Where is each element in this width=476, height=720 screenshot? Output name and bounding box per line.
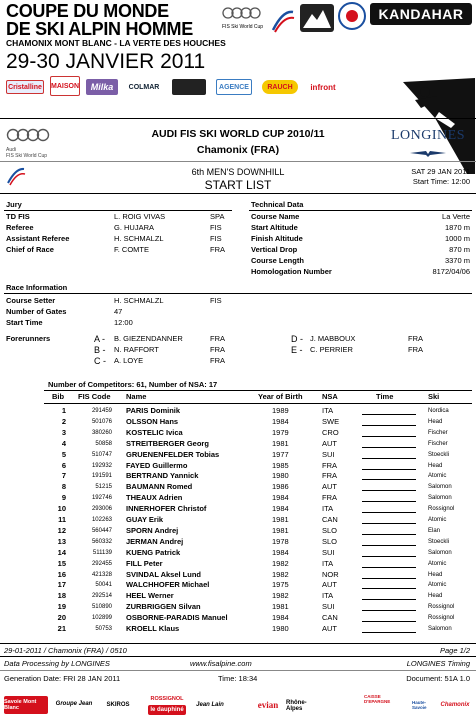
- sponsor-logo: Milka: [86, 79, 118, 95]
- cell-name: FAYED Guillermo: [126, 460, 188, 470]
- cell-ski: Head: [428, 593, 443, 600]
- cell-name: GUAY Erik: [126, 515, 164, 524]
- footer-reference: 29-01-2011 / Chamonix (FRA) / 0510: [4, 646, 127, 655]
- jury-role: Assistant Referee: [6, 234, 70, 243]
- time-entry-line: [362, 425, 416, 426]
- cell-bib: 5: [61, 449, 66, 459]
- time-entry-line: [362, 490, 416, 491]
- technical-value: 1000 m: [444, 234, 470, 243]
- technical-value: La Verte: [442, 212, 470, 221]
- cell-nsa: AUT: [322, 624, 337, 633]
- cell-nsa: SUI: [322, 547, 335, 557]
- technical-value: 8172/04/06: [432, 267, 470, 276]
- cell-ski: Salomon: [428, 626, 452, 632]
- cell-yob: 1979: [272, 427, 289, 437]
- cell-yob: 1981: [272, 602, 289, 612]
- cell-ski: Head: [428, 462, 443, 469]
- forerunner-nsa: FRA: [408, 334, 423, 343]
- time-entry-line: [362, 578, 416, 579]
- cell-bib: 19: [57, 602, 66, 612]
- cell-bib: 10: [57, 504, 66, 514]
- sponsor-logo: Groupe Jean: [55, 701, 93, 707]
- time-entry-line: [362, 479, 416, 480]
- jury-role: Chief of Race: [6, 245, 54, 254]
- cell-ski: Nordica: [428, 408, 449, 414]
- technical-value: 870 m: [449, 245, 470, 254]
- technical-label: Course Length: [251, 256, 304, 265]
- cell-yob: 1982: [272, 569, 289, 579]
- cell-nsa: CRO: [322, 427, 339, 437]
- cell-code: 102263: [91, 517, 112, 523]
- cell-ski: Head: [428, 571, 443, 578]
- cell-nsa: FRA: [322, 460, 337, 470]
- forerunner-name: J. MABBOUX: [310, 334, 356, 343]
- cell-code: 510890: [91, 604, 112, 611]
- audi-rings-icon: [222, 7, 262, 19]
- column-header-year-of-birth: Year of Birth: [258, 392, 303, 401]
- cell-yob: 1977: [272, 449, 289, 459]
- cell-ski: Stoeckli: [428, 538, 450, 545]
- race-info-value: H. SCHMALZL: [114, 296, 164, 305]
- competitors-summary: Number of Competitors: 61, Number of NSA: 17: [48, 380, 218, 389]
- cell-yob: 1984: [272, 504, 289, 514]
- longines-logo: LONGINES: [384, 128, 472, 162]
- cell-ski: Atomic: [428, 582, 447, 589]
- sponsor-logo: Haute-Savoie: [412, 700, 427, 710]
- cell-ski: Atomic: [428, 517, 447, 523]
- table-divider: [44, 390, 472, 391]
- cell-nsa: ITA: [322, 591, 334, 601]
- race-info-label: Course Setter: [6, 296, 56, 305]
- cell-code: 292455: [91, 560, 112, 567]
- cell-code: 50041: [95, 582, 112, 589]
- race-info-nsa: FIS: [210, 296, 222, 305]
- cell-yob: 1984: [272, 613, 289, 623]
- cell-nsa: SLO: [322, 536, 338, 546]
- cell-nsa: CAN: [322, 613, 338, 623]
- audi-fis-logo: Audi FIS Ski World Cup: [6, 128, 66, 159]
- cell-bib: 2: [61, 416, 66, 426]
- cell-code: 560447: [91, 527, 112, 534]
- race-info-divider: [4, 293, 472, 294]
- cell-bib: 15: [57, 558, 66, 568]
- cell-name: JERMAN Andrej: [126, 536, 184, 546]
- cell-ski: Salomon: [428, 495, 452, 502]
- cell-name: THEAUX Adrien: [126, 493, 183, 503]
- table-divider: [44, 403, 472, 404]
- technical-label: Finish Altitude: [251, 234, 303, 243]
- time-entry-line: [362, 534, 416, 535]
- cell-yob: 1984: [272, 416, 289, 426]
- chamonix-emblem-icon: [300, 4, 334, 32]
- cell-bib: 11: [58, 515, 66, 524]
- cell-code: 511139: [92, 549, 112, 556]
- race-start-time: Start Time: 12:00: [412, 177, 470, 186]
- cell-ski: Salomon: [428, 549, 452, 556]
- generation-time: Time: 18:34: [218, 674, 258, 683]
- cell-ski: Atomic: [428, 473, 447, 480]
- time-entry-line: [362, 458, 416, 459]
- forerunner-nsa: FRA: [210, 345, 225, 354]
- cell-yob: 1981: [272, 525, 289, 535]
- jury-title: Jury: [6, 200, 22, 209]
- cell-nsa: FRA: [322, 493, 337, 503]
- column-header-ski: Ski: [428, 392, 440, 401]
- sponsor-logo: SKIROS: [106, 702, 130, 708]
- website-link[interactable]: www.fisalpine.com: [190, 659, 252, 668]
- cell-code: 560332: [91, 538, 112, 545]
- cell-bib: 1: [61, 406, 66, 415]
- cell-code: 380260: [91, 429, 112, 436]
- race-info-title: Race Information: [6, 283, 68, 292]
- cell-name: GRUENENFELDER Tobias: [126, 449, 220, 459]
- cell-yob: 1984: [272, 547, 289, 557]
- cell-nsa: NOR: [322, 569, 339, 579]
- time-entry-line: [362, 599, 416, 600]
- cell-nsa: AUT: [322, 438, 337, 448]
- time-entry-line: [362, 567, 416, 568]
- cell-ski: Rossignol: [428, 506, 455, 513]
- jury-nsa: FIS: [210, 223, 222, 232]
- sponsor-logo: evian: [257, 700, 279, 710]
- fis-logo-icon: [270, 8, 296, 34]
- jury-name: H. SCHMALZL: [114, 234, 164, 243]
- time-entry-line: [362, 588, 416, 589]
- cell-ski: Atomic: [428, 560, 447, 567]
- list-title: START LIST: [204, 178, 272, 192]
- cell-name: KROELL Klaus: [126, 624, 180, 633]
- cell-code: 51215: [95, 484, 112, 491]
- cell-yob: 1985: [272, 460, 289, 470]
- cell-bib: 6: [61, 460, 66, 470]
- cell-nsa: AUT: [322, 482, 337, 492]
- forerunner-letter: A -: [94, 334, 106, 344]
- cell-code: 192932: [91, 462, 112, 469]
- cell-bib: 21: [57, 624, 66, 633]
- column-header-nsa: NSA: [322, 392, 338, 401]
- forerunner-letter: B -: [94, 345, 106, 355]
- race-info-value: 12:00: [114, 318, 133, 327]
- sponsor-logo: Jean Lain: [196, 702, 224, 708]
- cell-code: 421328: [91, 571, 112, 578]
- cell-name: KUENG Patrick: [126, 547, 181, 557]
- time-entry-line: [362, 556, 416, 557]
- cell-yob: 1978: [272, 536, 289, 546]
- cell-yob: 1982: [272, 558, 289, 568]
- cell-bib: 3: [61, 427, 66, 437]
- jury-nsa: SPA: [210, 212, 225, 221]
- time-entry-line: [362, 545, 416, 546]
- cell-bib: 7: [61, 471, 66, 481]
- race-city: Chamonix (FRA): [196, 144, 280, 156]
- cell-nsa: AUT: [322, 580, 337, 590]
- cell-yob: 1975: [272, 580, 289, 590]
- footer-divider: [0, 656, 476, 657]
- forerunner-name: C. PERRIER: [310, 345, 353, 354]
- race-info-label: Start Time: [6, 318, 43, 327]
- technical-label: Homologation Number: [251, 267, 332, 276]
- jury-nsa: FRA: [210, 245, 225, 254]
- race-date: SAT 29 JAN 2011: [411, 167, 470, 176]
- cell-code: 50753: [95, 626, 112, 632]
- cell-ski: Fischer: [428, 429, 448, 436]
- cell-name: FILL Peter: [126, 558, 163, 568]
- event-title: COUPE DU MONDE DE SKI ALPIN HOMME: [6, 1, 193, 39]
- forerunner-letter: E -: [291, 345, 303, 355]
- jury-name: L. ROIG VIVAS: [114, 212, 166, 221]
- cell-yob: 1989: [272, 406, 289, 415]
- forerunner-nsa: FRA: [210, 334, 225, 343]
- forerunner-name: N. RAFFORT: [114, 345, 159, 354]
- cell-bib: 14: [57, 547, 66, 557]
- cell-nsa: SUI: [322, 449, 335, 459]
- cell-bib: 13: [57, 536, 66, 546]
- cell-ski: Rossignol: [428, 615, 455, 622]
- cell-yob: 1984: [272, 493, 289, 503]
- cell-ski: Rossignol: [428, 604, 455, 611]
- cell-nsa: FRA: [322, 471, 337, 481]
- cell-name: HEEL Werner: [126, 591, 174, 601]
- forerunner-name: B. GIEZENDANNER: [114, 334, 183, 343]
- cell-ski: Fischer: [428, 440, 448, 447]
- forerunner-nsa: FRA: [210, 356, 225, 365]
- cell-bib: 16: [57, 569, 66, 579]
- jury-name: F. COMTE: [114, 245, 149, 254]
- cell-bib: 17: [57, 580, 66, 590]
- time-entry-line: [362, 621, 416, 622]
- technical-title: Technical Data: [251, 200, 304, 209]
- audi-logo: FIS Ski World Cup: [222, 6, 272, 36]
- time-entry-line: [362, 414, 416, 415]
- jury-role: TD FIS: [6, 212, 30, 221]
- cell-code: 192746: [91, 495, 112, 502]
- footer-divider: [0, 670, 476, 671]
- time-entry-line: [362, 632, 416, 633]
- header-divider: [0, 161, 476, 162]
- race-name: 6th MEN'S DOWNHILL: [191, 167, 285, 177]
- cell-yob: 1982: [272, 591, 289, 601]
- jury-role: Referee: [6, 223, 34, 232]
- generation-date: Generation Date: FRI 28 JAN 2011: [4, 674, 121, 683]
- time-entry-line: [362, 512, 416, 513]
- sponsor-logo: [172, 79, 206, 95]
- cell-bib: 8: [61, 482, 66, 492]
- cell-yob: 1986: [272, 482, 289, 492]
- cell-bib: 20: [57, 613, 66, 623]
- page-number: Page 1/2: [439, 646, 470, 655]
- cell-bib: 4: [61, 438, 66, 448]
- technical-label: Vertical Drop: [251, 245, 298, 254]
- sponsor-logo: Chamonix: [440, 702, 470, 708]
- forerunner-name: A. LOYE: [114, 356, 144, 365]
- cell-name: OSBORNE-PARADIS Manuel: [126, 613, 228, 623]
- column-header-name: Name: [126, 392, 147, 401]
- kandahar-logo: KANDAHAR: [370, 3, 472, 25]
- event-subtitle: CHAMONIX MONT BLANC - LA VERTE DES HOUCHES: [6, 38, 226, 48]
- cell-nsa: CAN: [322, 515, 338, 524]
- forerunners-label: Forerunners: [6, 334, 51, 343]
- time-entry-line: [362, 447, 416, 448]
- cell-name: OLSSON Hans: [126, 416, 179, 426]
- time-entry-line: [362, 501, 416, 502]
- cell-name: BERTRAND Yannick: [126, 471, 199, 481]
- forerunner-letter: C -: [94, 356, 106, 366]
- cell-yob: 1980: [272, 624, 289, 633]
- sponsor-logo: CAISSE D'EPARGNE: [364, 694, 391, 704]
- cell-yob: 1980: [272, 471, 289, 481]
- sponsor-logo: Rhône-Alpes: [286, 700, 322, 712]
- technical-value: 1870 m: [444, 223, 470, 232]
- cell-yob: 1981: [272, 438, 289, 448]
- cell-bib: 18: [57, 591, 66, 601]
- document-id: Document: 51A 1.0: [406, 674, 470, 683]
- sponsor-logo: Savoie Mont Blanc: [4, 696, 48, 714]
- cell-name: PARIS Dominik: [126, 406, 181, 415]
- cell-code: 501076: [91, 418, 112, 425]
- cell-nsa: ITA: [322, 406, 334, 415]
- cell-name: ZURBRIGGEN Silvan: [126, 602, 201, 612]
- cell-code: 292514: [91, 593, 112, 600]
- sponsor-logo: Cristalline: [6, 80, 44, 94]
- technical-label: Start Altitude: [251, 223, 298, 232]
- sponsor-logo: le dauphiné: [148, 705, 186, 715]
- event-dates: 29-30 JANVIER 2011: [6, 50, 206, 73]
- forerunner-nsa: FRA: [408, 345, 423, 354]
- club-emblem-icon: [338, 2, 366, 30]
- data-processing: Data Processing by LONGINES: [4, 659, 110, 668]
- sponsor-logo: infront: [310, 82, 336, 92]
- cell-nsa: SWE: [322, 416, 340, 426]
- sponsor-logo: MAISON: [50, 76, 80, 96]
- sponsor-logo: COLMAR: [128, 83, 160, 91]
- cell-nsa: ITA: [322, 504, 334, 514]
- cell-code: 50858: [95, 440, 112, 447]
- cell-bib: 9: [61, 493, 66, 503]
- technical-divider: [249, 210, 472, 211]
- sponsor-logo: RAUCH: [262, 80, 298, 94]
- timing-credit: LONGINES Timing: [406, 659, 470, 668]
- time-entry-line: [362, 610, 416, 611]
- technical-value: 3370 m: [444, 256, 470, 265]
- footer-divider: [0, 643, 476, 644]
- sponsor-logo: AGENCE: [216, 79, 252, 95]
- cell-yob: 1981: [272, 515, 289, 524]
- jury-nsa: FIS: [210, 234, 222, 243]
- race-info-value: 47: [114, 307, 123, 316]
- cell-ski: Stoeckli: [428, 451, 450, 458]
- time-entry-line: [362, 469, 416, 470]
- sponsor-logo: ROSSIGNOL: [150, 696, 184, 702]
- forerunner-letter: D -: [291, 334, 303, 344]
- cell-name: WALCHHOFER Michael: [126, 580, 210, 590]
- cell-nsa: SLO: [322, 525, 338, 535]
- cup-title: AUDI FIS SKI WORLD CUP 2010/11: [151, 128, 325, 140]
- cell-code: 102899: [91, 615, 112, 622]
- cell-ski: Salomon: [428, 484, 452, 491]
- cell-name: KOSTELIC Ivica: [126, 427, 183, 437]
- race-info-label: Number of Gates: [6, 307, 67, 316]
- cell-code: 510747: [91, 451, 112, 458]
- time-entry-line: [362, 523, 416, 524]
- cell-code: 191591: [91, 473, 112, 480]
- cell-name: SPORN Andrej: [126, 525, 179, 535]
- longines-wings-icon: [408, 149, 448, 157]
- header-divider: [0, 118, 476, 119]
- cell-nsa: ITA: [322, 558, 334, 568]
- cell-nsa: SUI: [322, 602, 335, 612]
- cell-ski: Elan: [428, 527, 441, 534]
- time-entry-line: [362, 436, 416, 437]
- column-header-bib: Bib: [52, 392, 65, 401]
- technical-label: Course Name: [251, 212, 300, 221]
- cell-ski: Head: [428, 418, 443, 425]
- column-header-fis-code: FIS Code: [78, 392, 111, 401]
- cell-name: INNERHOFER Christof: [126, 504, 207, 514]
- column-header-time: Time: [376, 392, 394, 401]
- cell-code: 291459: [91, 408, 112, 414]
- cell-code: 293006: [91, 506, 112, 513]
- header-divider: [0, 193, 476, 194]
- cell-name: SVINDAL Aksel Lund: [126, 569, 202, 579]
- cell-name: STREITBERGER Georg: [126, 438, 209, 448]
- jury-divider: [4, 210, 232, 211]
- cell-name: BAUMANN Romed: [126, 482, 193, 492]
- jury-name: G. HUJARA: [114, 223, 155, 232]
- cell-bib: 12: [57, 525, 66, 535]
